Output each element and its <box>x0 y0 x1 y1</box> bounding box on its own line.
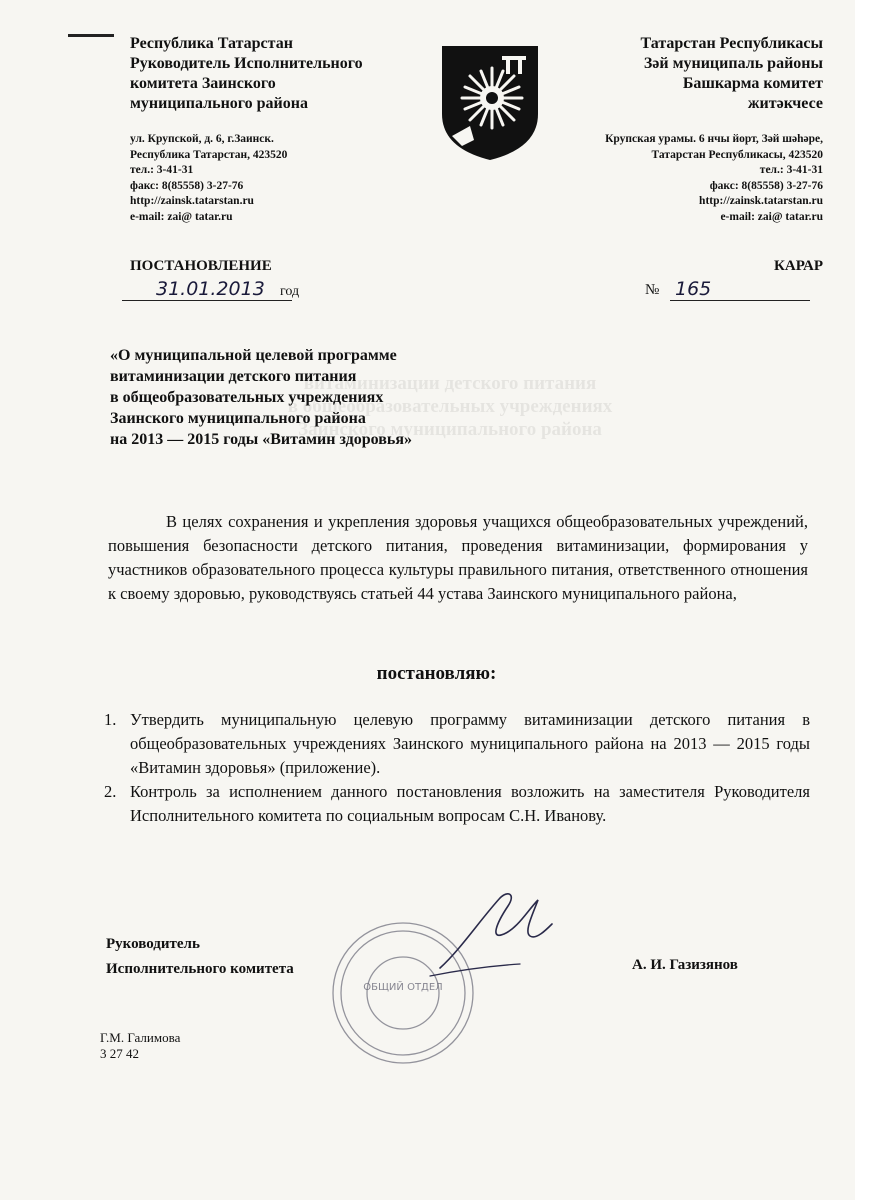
header-right-website: http://zainsk.tatarstan.ru <box>699 195 823 207</box>
signatory-name: А. И. Газизянов <box>632 957 738 973</box>
executor-info <box>100 1030 180 1062</box>
signatory-position <box>106 932 294 982</box>
header-left-title <box>130 34 420 114</box>
document-type-ru: ПОСТАНОВЛЕНИЕ <box>130 258 272 274</box>
number-field <box>670 278 810 301</box>
header-right-title-line: Татарстан Республикасы <box>640 35 823 52</box>
subject-line: «О муниципальной целевой программе <box>110 347 397 364</box>
header-left-title-line: Руководитель Исполнительного <box>130 55 363 72</box>
header-left-title-line: Республика Татарстан <box>130 35 293 52</box>
stamp-text: ОБЩИЙ ОТДЕЛ <box>363 982 443 993</box>
item-number: 2. <box>104 782 117 801</box>
number-sign: № <box>645 282 660 298</box>
document-subject <box>110 345 530 450</box>
decree-item <box>104 708 810 780</box>
executor-name: Г.М. Галимова <box>100 1030 181 1045</box>
header-right-phone: тел.: 3-41-31 <box>759 164 823 176</box>
header-right <box>533 34 823 225</box>
bleed-through-line: в общеобразовательных учреждениях <box>287 396 613 417</box>
header-left-email: e-mail: zai@ tatar.ru <box>130 210 233 223</box>
header-right-title <box>533 34 823 114</box>
preamble-paragraph: В целях сохранения и укрепления здоровья учащихся общеобразовательных учреждений, повышения безопасности детского питания, проведения витаминизации, формирования у участников образовательного процесса культуры правильного питания, ответственного отношения к своему здоровью, руководствуясь статьей 44 устава Заинского муниципального района, <box>108 512 808 603</box>
header-right-fax: факс: 8(85558) 3-27-76 <box>709 179 823 192</box>
handwritten-signature <box>420 880 560 980</box>
header-left-website: http://zainsk.tatarstan.ru <box>130 195 254 207</box>
subject-line: витаминизации детского питания <box>110 368 357 385</box>
subject-line: Заинского муниципального района <box>110 410 366 427</box>
header-left-title-line: комитета Заинского <box>130 75 276 92</box>
header-left-title-line: муниципального района <box>130 95 308 112</box>
header-left-phone: тел.: 3-41-31 <box>130 164 194 176</box>
header-left-address: ул. Крупской, д. 6, г.Заинск. <box>130 133 274 145</box>
subject-line: в общеобразовательных учреждениях <box>110 389 384 406</box>
item-text: Контроль за исполнением данного постановления возложить на заместителя Руководителя Исполнительного комитета по социальным вопросам С.Н. Иванову. <box>130 782 810 825</box>
header-right-email: e-mail: zai@ tatar.ru <box>720 210 823 223</box>
header-left <box>130 34 420 225</box>
header-right-title-line: житәкчесе <box>747 95 823 112</box>
scan-edge <box>855 0 873 1200</box>
document-date: 31.01.2013 <box>156 278 265 300</box>
signatory-position-line: Руководитель <box>106 936 200 952</box>
header-right-address: Крупская урамы. 6 нчы йорт, Зәй шәһәре, <box>605 133 823 145</box>
header-right-contacts <box>533 132 823 225</box>
header-left-fax: факс: 8(85558) 3-27-76 <box>130 179 244 192</box>
header-right-title-line: Зәй муниципаль районы <box>643 55 823 72</box>
signatory-position-line: Исполнительного комитета <box>106 961 294 977</box>
date-field <box>122 278 292 301</box>
coat-of-arms-icon <box>440 44 540 162</box>
document-type-tt: КАРАР <box>774 258 823 274</box>
decree-items <box>104 708 810 828</box>
bleed-through-line: витаминизации детского питания <box>303 373 597 394</box>
document-number: 165 <box>675 278 712 300</box>
corner-mark <box>68 34 114 37</box>
bleed-through-line: Заинского муниципального района <box>298 419 602 440</box>
decree-heading: постановляю: <box>376 663 497 684</box>
date-suffix: год <box>280 284 300 299</box>
subject-line: на 2013 — 2015 годы «Витамин здоровья» <box>110 431 412 448</box>
item-text: Утвердить муниципальную целевую программу витаминизации детского питания в общеобразовательных учреждениях Заинского муниципального района на 2013 — 2015 годы «Витамин здоровья» (приложение). <box>130 710 810 777</box>
item-number: 1. <box>104 710 117 729</box>
decree-item <box>104 780 810 828</box>
header-left-region: Республика Татарстан, 423520 <box>130 148 288 161</box>
header-right-region: Татарстан Республикасы, 423520 <box>651 148 823 161</box>
header-left-contacts <box>130 132 420 225</box>
executor-phone: 3 27 42 <box>100 1046 139 1061</box>
header-right-title-line: Башкарма комитет <box>682 75 823 92</box>
